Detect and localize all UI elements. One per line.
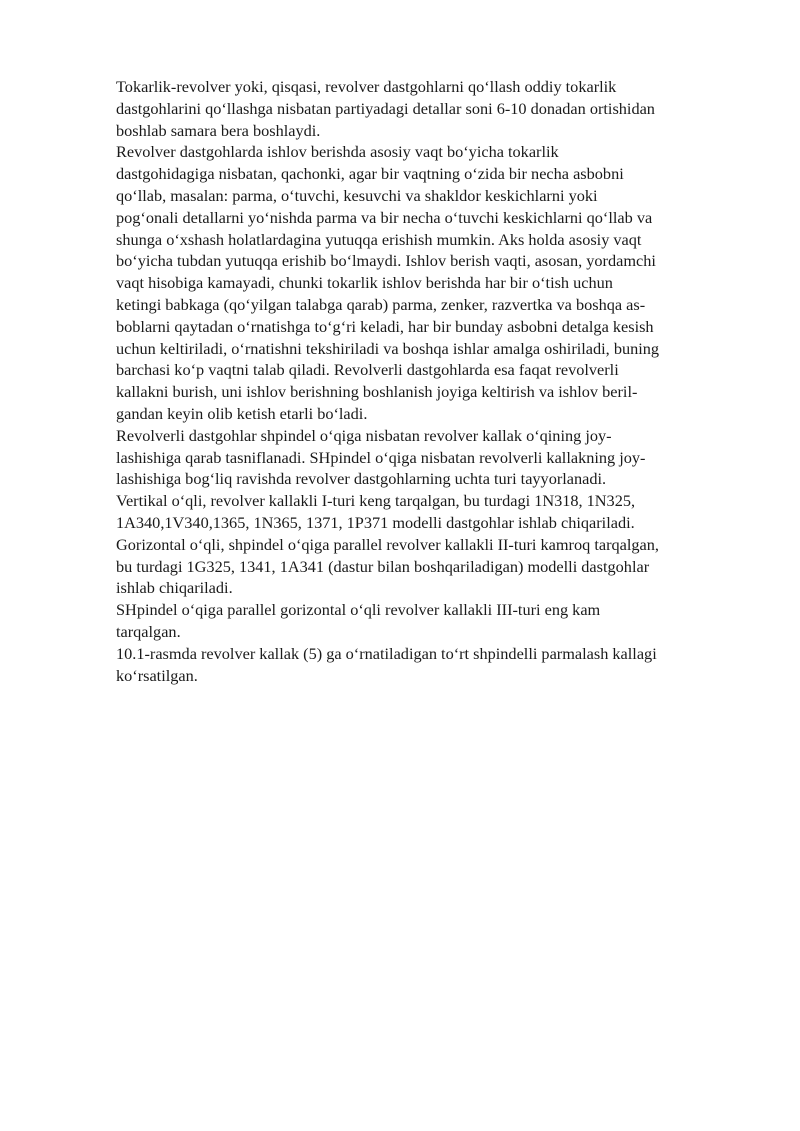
text-line: ketingi babkaga (qo‘yilgan talabga qarab) parma, zenker, razvertka va boshqa as-	[116, 294, 646, 314]
text-line: ishlab chiqariladi.	[116, 578, 233, 598]
text-line: lashishiga bog‘liq ravishda revolver dastgohlarning uchta turi tayyorlanadi.	[116, 469, 607, 489]
text-line: shunga o‘xshash holatlardagina yutuqqa erishish mumkin. Aks holda asosiy vaqt	[116, 229, 642, 249]
text-line: ko‘rsatilgan.	[116, 665, 198, 685]
text-line: bu turdagi 1G325, 1341, 1A341 (dastur bilan boshqariladigan) modelli dastgohlar	[116, 556, 650, 576]
text-line: 1A340,1V340,1365, 1N365, 1371, 1P371 modelli dastgohlar ishlab chiqariladi.	[116, 512, 635, 532]
text-line: pog‘onali detallarni yo‘nishda parma va bir necha o‘tuvchi keskichlarni qo‘llab va	[116, 207, 653, 227]
text-line: SHpindel o‘qiga parallel gorizontal o‘qli revolver kallakli III-turi eng kam	[116, 600, 601, 620]
text-line: Revolver dastgohlarda ishlov berishda asosiy vaqt bo‘yicha tokarlik	[116, 142, 559, 162]
text-line: dastgohlarini qo‘llashga nisbatan partiyadagi detallar soni 6-10 donadan ortishidan	[116, 98, 655, 118]
text-line: vaqt hisobiga kamayadi, chunki tokarlik ishlov berishda har bir o‘tish uchun	[116, 273, 613, 293]
text-line: barchasi ko‘p vaqtni talab qiladi. Revolverli dastgohlarda esa faqat revolverli	[116, 360, 619, 380]
text-line: Revolverli dastgohlar shpindel o‘qiga nisbatan revolver kallak o‘qining joy-	[116, 425, 612, 445]
text-line: gandan keyin olib ketish etarli bo‘ladi.	[116, 403, 368, 423]
text-line: bo‘yicha tubdan yutuqqa erishib bo‘lmaydi. Ishlov berish vaqti, asosan, yordamchi	[116, 251, 656, 271]
text-line: Tokarlik-revolver yoki, qisqasi, revolver dastgohlarni qo‘llash oddiy tokarlik	[116, 77, 617, 96]
text-line: uchun keltiriladi, o‘rnatishni tekshiriladi va boshqa ishlar amalga oshiriladi, buning	[116, 338, 660, 358]
text-line: boshlab samara bera boshlaydi.	[116, 120, 321, 140]
body-text	[116, 76, 746, 686]
text-line: qo‘llab, masalan: parma, o‘tuvchi, kesuvchi va shakldor keskichlarni yoki	[116, 185, 598, 205]
text-line: 10.1-rasmda revolver kallak (5) ga o‘rnatiladigan to‘rt shpindelli parmalash kallagi	[116, 643, 657, 663]
text-line: Vertikal o‘qli, revolver kallakli I-turi keng tarqalgan, bu turdagi 1N318, 1N325,	[116, 491, 636, 511]
text-line: Gorizontal o‘qli, shpindel o‘qiga parallel revolver kallakli II-turi kamroq tarqalgan,	[116, 534, 659, 554]
text-line: lashishiga qarab tasniflanadi. SHpindel o‘qiga nisbatan revolverli kallakning joy-	[116, 447, 646, 467]
text-line: kallakni burish, uni ishlov berishning boshlanish joyiga keltirish va ishlov beril-	[116, 382, 638, 402]
text-line: tarqalgan.	[116, 621, 181, 641]
text-line: boblarni qaytadan o‘rnatishga to‘g‘ri keladi, har bir bunday asbobni detalga kesish	[116, 316, 654, 336]
text-line: dastgohidagiga nisbatan, qachonki, agar bir vaqtning o‘zida bir necha asbobni	[116, 164, 624, 184]
